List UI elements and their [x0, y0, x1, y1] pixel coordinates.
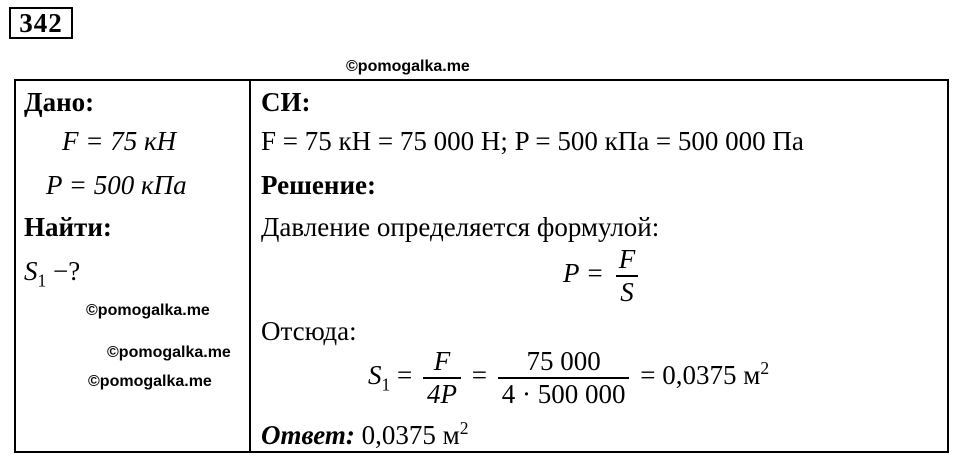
solution-hence: Отсюда:: [261, 316, 357, 346]
si-conversion: F = 75 кН = 75 000 Н; P = 500 кПа = 500 000 Па: [261, 126, 804, 156]
solution-heading: Решение:: [261, 170, 376, 200]
problem-number: 342: [9, 7, 73, 39]
watermark-top: ©pomogalka.me: [346, 58, 470, 75]
table-divider: [249, 79, 251, 453]
given-force: F = 75 кН: [62, 126, 177, 156]
area-calculation: $S_1$ = $\frac{F}{4P}$ = $\frac{75 000}{4 \cdot 500 000}$ = 0,0375 $м^2$: [368, 346, 770, 409]
given-pressure: P = 500 кПа: [46, 170, 187, 200]
answer-label: Ответ:: [261, 420, 355, 450]
watermark-left-2: ©pomogalka.me: [107, 344, 231, 361]
calc-fraction-numeric: $\frac{75 000}{4 \cdot 500 000}$: [498, 348, 630, 408]
calc-fraction-symbolic: $\frac{F}{4P}$: [423, 348, 461, 408]
answer-value: 0,0375 м: [354, 420, 460, 450]
answer-line: Ответ: 0,0375 $м^2$: [261, 418, 469, 450]
si-heading: СИ:: [261, 87, 311, 117]
watermark-left-3: ©pomogalka.me: [88, 373, 212, 390]
formula-fraction: $\frac{F}{S}$: [615, 246, 640, 306]
find-heading: Найти:: [24, 212, 112, 242]
solution-intro: Давление определяется формулой:: [261, 212, 660, 242]
pressure-formula: P = $\frac{F}{S}$: [563, 246, 643, 306]
find-target: $S_1$ −?: [24, 256, 81, 291]
given-heading: Дано:: [24, 87, 95, 117]
watermark-left-1: ©pomogalka.me: [86, 302, 210, 319]
